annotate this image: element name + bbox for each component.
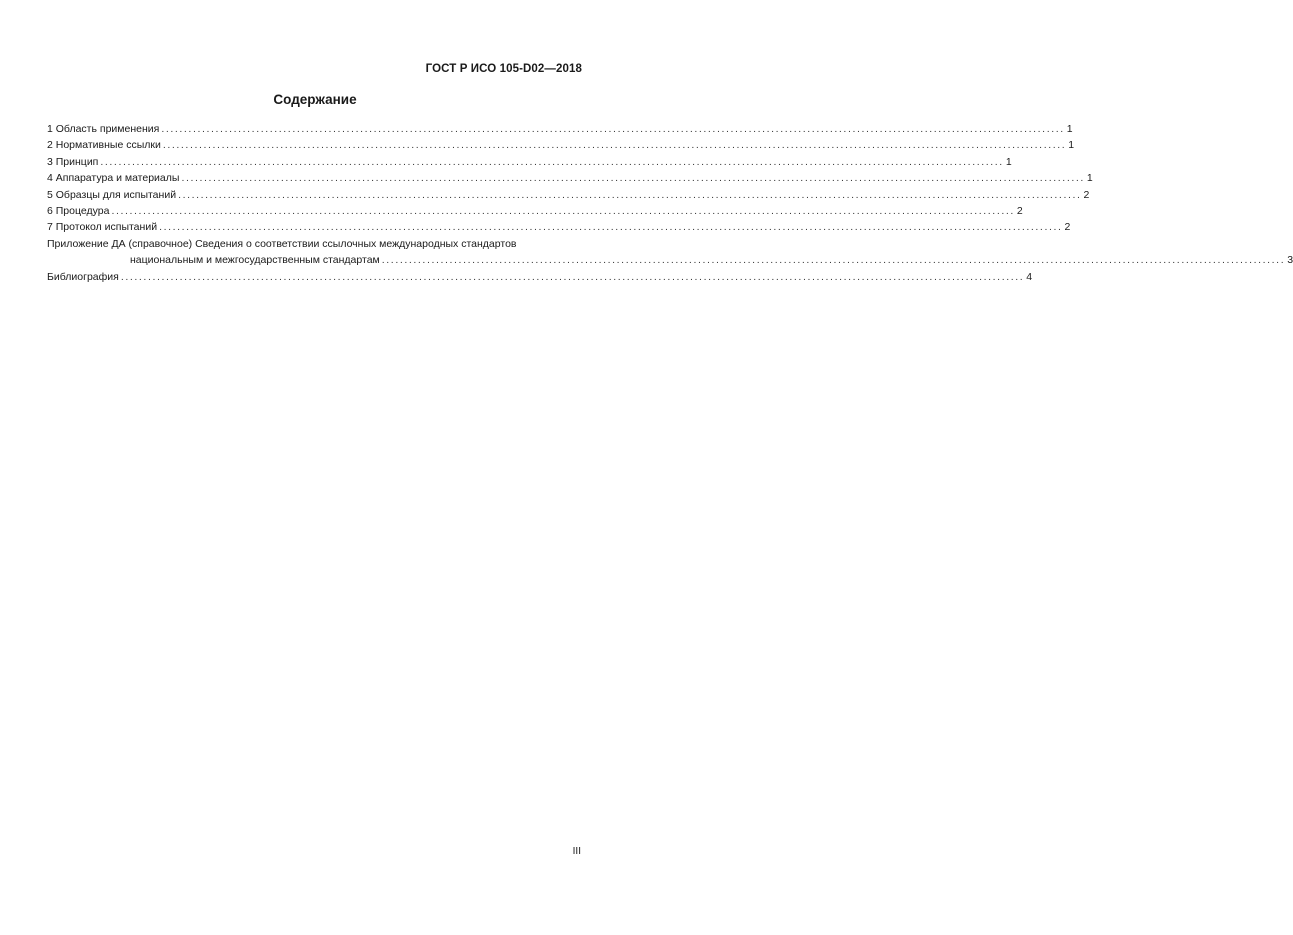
table-of-contents <box>47 121 1293 285</box>
dot-leader: ........................................................................................................................................................................................................ <box>100 155 1004 168</box>
toc-item[interactable] <box>47 187 1090 203</box>
toc-bibliography-label: Библиография <box>47 270 119 283</box>
toc-item-label: 2 Нормативные ссылки <box>47 139 161 152</box>
toc-item[interactable] <box>47 219 1071 235</box>
toc-bibliography-page: 4 <box>1026 270 1033 283</box>
dot-leader: ........................................................................................................................................................................................................ <box>181 172 1085 185</box>
dot-leader: ........................................................................................................................................................................................................ <box>120 270 1025 283</box>
toc-bibliography-item[interactable] <box>47 269 1033 285</box>
toc-item-page: 1 <box>1066 123 1073 135</box>
toc-item-page: 2 <box>1083 188 1090 201</box>
toc-item[interactable] <box>47 137 1075 153</box>
dot-leader: ........................................................................................................................................................................................................ <box>381 254 1286 267</box>
toc-item-page: 1 <box>1068 139 1075 152</box>
toc-title: Содержание <box>273 92 357 107</box>
toc-item-page: 1 <box>1086 172 1093 185</box>
toc-item[interactable] <box>47 121 1073 137</box>
toc-item-page: 2 <box>1016 205 1023 218</box>
toc-appendix-title: Приложение ДА (справочное) Сведения о соответствии ссылочных международных стандартов <box>47 237 517 250</box>
toc-item-label: 1 Область применения <box>47 123 160 135</box>
toc-item[interactable] <box>47 170 1093 186</box>
toc-item-label: 6 Процедура <box>47 205 110 218</box>
document-code: ГОСТ Р ИСО 105-D02—2018 <box>425 63 582 75</box>
toc-appendix-page: 3 <box>1287 254 1293 267</box>
toc-appendix-title-cont: национальным и межгосударственным стандартам <box>130 254 380 267</box>
dot-leader: ........................................................................................................................................................................................................ <box>111 205 1015 218</box>
toc-item-label: 3 Принцип <box>47 155 99 168</box>
dot-leader: ........................................................................................................................................................................................................ <box>161 123 1065 135</box>
toc-item[interactable] <box>47 203 1023 219</box>
toc-item-page: 1 <box>1005 155 1012 168</box>
dot-leader: ........................................................................................................................................................................................................ <box>178 188 1082 201</box>
toc-item-label: 5 Образцы для испытаний <box>47 188 177 201</box>
dot-leader: ........................................................................................................................................................................................................ <box>159 221 1063 234</box>
toc-item-page: 2 <box>1064 221 1071 234</box>
toc-item-label: 7 Протокол испытаний <box>47 221 158 234</box>
toc-item-label: 4 Аппаратура и материалы <box>47 172 180 185</box>
dot-leader: ........................................................................................................................................................................................................ <box>162 139 1067 152</box>
page-number: III <box>572 846 581 857</box>
toc-appendix-item[interactable] <box>47 236 1293 269</box>
toc-item[interactable] <box>47 154 1012 170</box>
